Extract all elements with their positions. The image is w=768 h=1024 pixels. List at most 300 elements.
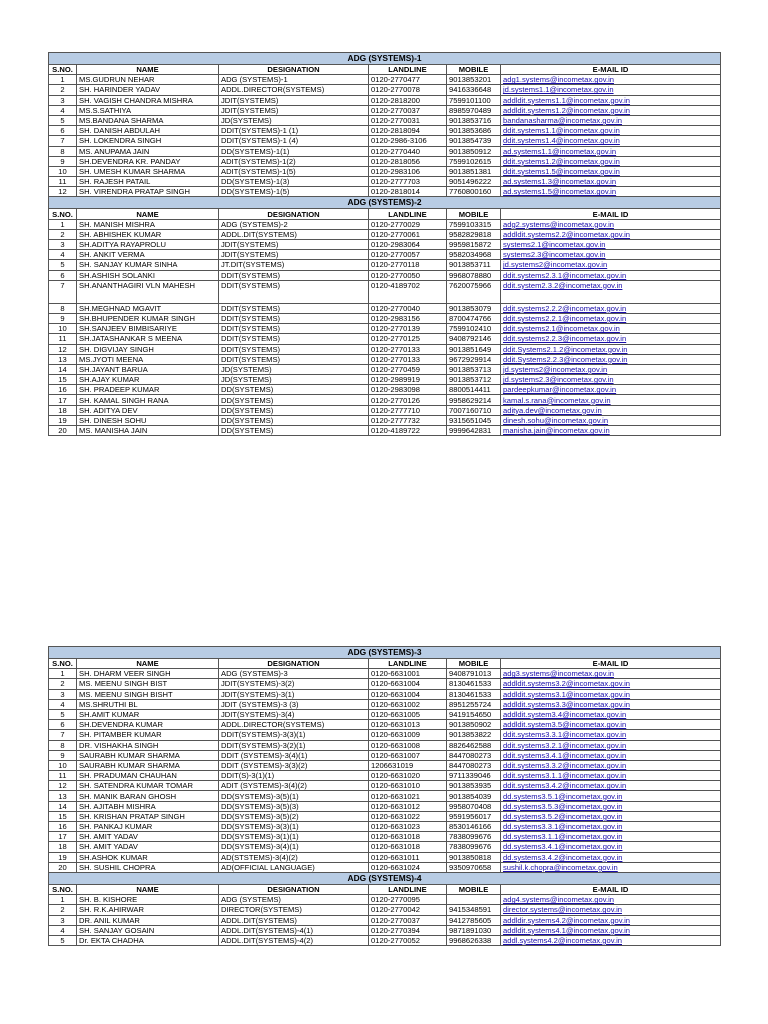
table-row bbox=[49, 85, 721, 95]
mobile: 8447080273 bbox=[447, 760, 501, 770]
serial-number: 11 bbox=[49, 334, 77, 344]
mobile: 9408792146 bbox=[447, 334, 501, 344]
serial-number: 5 bbox=[49, 935, 77, 945]
contact-table-top bbox=[48, 52, 721, 436]
email-link[interactable]: dd.systems3.1.1@incometax.gov.in bbox=[501, 832, 721, 842]
email-link[interactable]: addldit.system3.5@incometax.gov.in bbox=[501, 720, 721, 730]
mobile: 8130461533 bbox=[447, 689, 501, 699]
landline: 0120-2770042 bbox=[369, 905, 447, 915]
email-link[interactable]: ddit.system2.3.2@incometax.gov.in bbox=[501, 280, 721, 303]
mobile: 9416336648 bbox=[447, 85, 501, 95]
person-name: MS. ANUPAMA JAIN bbox=[77, 146, 219, 156]
landline: 0120-6631010 bbox=[369, 781, 447, 791]
mobile: 9013853686 bbox=[447, 126, 501, 136]
column-header: NAME bbox=[77, 65, 219, 75]
mobile: 9013853079 bbox=[447, 303, 501, 313]
table-row bbox=[49, 166, 721, 176]
serial-number: 14 bbox=[49, 364, 77, 374]
serial-number: 20 bbox=[49, 862, 77, 872]
email-link[interactable]: aditya.dev@incometax.gov.in bbox=[501, 405, 721, 415]
person-name: SH. KRISHAN PRATAP SINGH bbox=[77, 811, 219, 821]
serial-number: 4 bbox=[49, 105, 77, 115]
table-row bbox=[49, 344, 721, 354]
section-title: ADG (SYSTEMS)-2 bbox=[49, 197, 721, 209]
section-title: ADG (SYSTEMS)-1 bbox=[49, 53, 721, 65]
landline: 0120-4189702 bbox=[369, 280, 447, 303]
column-header: NAME bbox=[77, 659, 219, 669]
email-link[interactable]: ddit.Systems2.2.3@incometax.gov.in bbox=[501, 354, 721, 364]
column-header: DESIGNATION bbox=[219, 65, 369, 75]
table-row bbox=[49, 895, 721, 905]
serial-number: 17 bbox=[49, 832, 77, 842]
email-link[interactable]: jd.systems1.1@incometax.gov.in bbox=[501, 85, 721, 95]
designation: JDIT(SYSTEMS) bbox=[219, 95, 369, 105]
designation: JDIT (SYSTEMS)-3 (3) bbox=[219, 699, 369, 709]
person-name: SAURABH KUMAR SHARMA bbox=[77, 760, 219, 770]
person-name: SH. SATENDRA KUMAR TOMAR bbox=[77, 781, 219, 791]
landline: 0120-6631007 bbox=[369, 750, 447, 760]
email-link[interactable]: addldit.systems3.2@incometax.gov.in bbox=[501, 679, 721, 689]
designation: ADDL.DIT(SYSTEMS) bbox=[219, 915, 369, 925]
mobile: 9959815872 bbox=[447, 240, 501, 250]
mobile: 9315651045 bbox=[447, 415, 501, 425]
serial-number: 18 bbox=[49, 405, 77, 415]
serial-number: 15 bbox=[49, 811, 77, 821]
email-link[interactable]: ddit.systems2.1@incometax.gov.in bbox=[501, 324, 721, 334]
mobile: 8985970489 bbox=[447, 105, 501, 115]
landline: 0120-2770477 bbox=[369, 75, 447, 85]
landline: 0120-2770031 bbox=[369, 115, 447, 125]
designation: DD(SYSTEMS)-3(4)(1) bbox=[219, 842, 369, 852]
serial-number: 1 bbox=[49, 669, 77, 679]
landline: 0120-6631021 bbox=[369, 791, 447, 801]
serial-number: 15 bbox=[49, 375, 77, 385]
table-row bbox=[49, 229, 721, 239]
mobile: 8700474766 bbox=[447, 313, 501, 323]
designation: DDIT(SYSTEMS) bbox=[219, 334, 369, 344]
email-link[interactable]: ddit.systems2.2.2@incometax.gov.in bbox=[501, 303, 721, 313]
mobile: 7599102615 bbox=[447, 156, 501, 166]
serial-number: 7 bbox=[49, 730, 77, 740]
mobile: 9013850902 bbox=[447, 720, 501, 730]
serial-number: 6 bbox=[49, 270, 77, 280]
landline: 0120-2777710 bbox=[369, 405, 447, 415]
mobile: 9013853713 bbox=[447, 364, 501, 374]
person-name: SH. PRADEEP KUMAR bbox=[77, 385, 219, 395]
mobile: 9591956017 bbox=[447, 811, 501, 821]
email-link[interactable]: dd.systems3.5.2@incometax.gov.in bbox=[501, 811, 721, 821]
designation: DDIT(SYSTEMS)-3(3)(1) bbox=[219, 730, 369, 740]
designation: DDIT(S)-3(1)(1) bbox=[219, 771, 369, 781]
serial-number: 3 bbox=[49, 915, 77, 925]
table-row bbox=[49, 935, 721, 945]
mobile: 9051496222 bbox=[447, 177, 501, 187]
designation: DD(SYSTEMS) bbox=[219, 395, 369, 405]
table-row bbox=[49, 156, 721, 166]
person-name: SH. DINESH SOHU bbox=[77, 415, 219, 425]
column-header: MOBILE bbox=[447, 65, 501, 75]
email-link[interactable]: systems2.3@incometax.gov.in bbox=[501, 250, 721, 260]
mobile: 9013853935 bbox=[447, 781, 501, 791]
section-title: ADG (SYSTEMS)-3 bbox=[49, 647, 721, 659]
landline: 0120-6631001 bbox=[369, 669, 447, 679]
designation: DD(SYSTEMS) bbox=[219, 415, 369, 425]
email-link[interactable]: ddit.systems3.3.2@incometax.gov.in bbox=[501, 760, 721, 770]
person-name: SH.SANJEEV BIMBISARIYE bbox=[77, 324, 219, 334]
serial-number: 6 bbox=[49, 126, 77, 136]
mobile: 9711339046 bbox=[447, 771, 501, 781]
landline: 0120-2818056 bbox=[369, 156, 447, 166]
mobile: 8826462588 bbox=[447, 740, 501, 750]
designation: DD(SYSTEMS) bbox=[219, 385, 369, 395]
email-link[interactable]: manisha.jain@incometax.gov.in bbox=[501, 426, 721, 436]
person-name: SH. HARINDER YADAV bbox=[77, 85, 219, 95]
designation: ADDL.DIT(SYSTEMS) bbox=[219, 229, 369, 239]
landline: 0120-6631005 bbox=[369, 709, 447, 719]
table-row bbox=[49, 364, 721, 374]
email-link[interactable]: ddit.systems3.1.1@incometax.gov.in bbox=[501, 771, 721, 781]
email-link[interactable]: ddit.systems3.2.1@incometax.gov.in bbox=[501, 740, 721, 750]
column-header: NAME bbox=[77, 884, 219, 894]
email-link[interactable]: dinesh.sohu@incometax.gov.in bbox=[501, 415, 721, 425]
table-row bbox=[49, 354, 721, 364]
person-name: SH.ASHISH SOLANKI bbox=[77, 270, 219, 280]
serial-number: 4 bbox=[49, 250, 77, 260]
table-row bbox=[49, 791, 721, 801]
email-link[interactable]: ddit.systems3.4.1@incometax.gov.in bbox=[501, 750, 721, 760]
email-link[interactable]: addldit.systems1.1@incometax.gov.in bbox=[501, 95, 721, 105]
mobile: 7599102410 bbox=[447, 324, 501, 334]
table-row bbox=[49, 303, 721, 313]
person-name: MS. MANISHA JAIN bbox=[77, 426, 219, 436]
email-link[interactable]: adg3.systems@incometax.gov.in bbox=[501, 669, 721, 679]
serial-number: 10 bbox=[49, 166, 77, 176]
email-link[interactable]: dd.systems3.4.1@incometax.gov.in bbox=[501, 842, 721, 852]
landline: 0120-2983064 bbox=[369, 240, 447, 250]
designation: DDIT(SYSTEMS) bbox=[219, 354, 369, 364]
column-header: LANDLINE bbox=[369, 659, 447, 669]
person-name: SH.AMIT KUMAR bbox=[77, 709, 219, 719]
person-name: SH. AMIT YADAV bbox=[77, 832, 219, 842]
table-row bbox=[49, 313, 721, 323]
designation: DIRECTOR(SYSTEMS) bbox=[219, 905, 369, 915]
email-link[interactable]: ad.systems1.5@incometax.gov.in bbox=[501, 187, 721, 197]
designation: DDIT(SYSTEMS) bbox=[219, 324, 369, 334]
mobile: 9968626338 bbox=[447, 935, 501, 945]
designation: ADDL.DIT(SYSTEMS)-4(1) bbox=[219, 925, 369, 935]
landline: 0120-6631018 bbox=[369, 832, 447, 842]
email-link[interactable]: systems2.1@incometax.gov.in bbox=[501, 240, 721, 250]
serial-number: 16 bbox=[49, 822, 77, 832]
column-header: LANDLINE bbox=[369, 884, 447, 894]
mobile: 7838099676 bbox=[447, 832, 501, 842]
designation: JD(SYSTEMS) bbox=[219, 375, 369, 385]
email-link[interactable]: jd.systems2.3@incometax.gov.in bbox=[501, 375, 721, 385]
person-name: MS.S.SATHIYA bbox=[77, 105, 219, 115]
person-name: SH.JAYANT BARUA bbox=[77, 364, 219, 374]
serial-number: 19 bbox=[49, 852, 77, 862]
mobile: 8530146166 bbox=[447, 822, 501, 832]
email-link[interactable]: kamal.s.rana@incometax.gov.in bbox=[501, 395, 721, 405]
serial-number: 5 bbox=[49, 260, 77, 270]
landline: 0120-6631009 bbox=[369, 730, 447, 740]
table-row bbox=[49, 811, 721, 821]
designation: DD(SYSTEMS)-3(5)(2) bbox=[219, 811, 369, 821]
landline: 0120-2770040 bbox=[369, 303, 447, 313]
serial-number: 2 bbox=[49, 679, 77, 689]
mobile: 9968078880 bbox=[447, 270, 501, 280]
email-link[interactable]: addldit.systems3.3@incometax.gov.in bbox=[501, 699, 721, 709]
column-header: DESIGNATION bbox=[219, 659, 369, 669]
landline: 0120-6631022 bbox=[369, 811, 447, 821]
email-link[interactable]: ddit.systems2.2.1@incometax.gov.in bbox=[501, 313, 721, 323]
person-name: SH.AJAY KUMAR bbox=[77, 375, 219, 385]
table-row bbox=[49, 146, 721, 156]
person-name: SH.ADITYA RAYAPROLU bbox=[77, 240, 219, 250]
table-row bbox=[49, 915, 721, 925]
email-link[interactable]: addldit.systems4.1@incometax.gov.in bbox=[501, 925, 721, 935]
table-row bbox=[49, 187, 721, 197]
column-header: E-MAIL ID bbox=[501, 209, 721, 219]
table-row bbox=[49, 781, 721, 791]
serial-number: 8 bbox=[49, 146, 77, 156]
designation: DD(SYSTEMS)-3(5)(3) bbox=[219, 801, 369, 811]
designation: DDIT (SYSTEMS)-3(4)(1) bbox=[219, 750, 369, 760]
mobile: 7620075966 bbox=[447, 280, 501, 303]
email-link[interactable]: ddit.systems3.3.1@incometax.gov.in bbox=[501, 730, 721, 740]
table-row bbox=[49, 760, 721, 770]
serial-number: 5 bbox=[49, 115, 77, 125]
email-link[interactable]: ddit.systems1.5@incometax.gov.in bbox=[501, 166, 721, 176]
designation: ADG (SYSTEMS) bbox=[219, 895, 369, 905]
person-name: SH. MANIK BARAN GHOSH bbox=[77, 791, 219, 801]
designation: AD(OFFICIAL LANGUAGE) bbox=[219, 862, 369, 872]
mobile: 8951255724 bbox=[447, 699, 501, 709]
person-name: SH. DIGVIJAY SINGH bbox=[77, 344, 219, 354]
landline: 0120-2777732 bbox=[369, 415, 447, 425]
person-name: SH. RAJESH PATAIL bbox=[77, 177, 219, 187]
designation: ADG (SYSTEMS)-2 bbox=[219, 219, 369, 229]
mobile: 9350970658 bbox=[447, 862, 501, 872]
table-row bbox=[49, 730, 721, 740]
person-name: Dr. EKTA CHADHA bbox=[77, 935, 219, 945]
person-name: SH. DHARM VEER SINGH bbox=[77, 669, 219, 679]
email-link[interactable]: addldit.systems3.1@incometax.gov.in bbox=[501, 689, 721, 699]
email-link[interactable]: jd.systems2@incometax.gov.in bbox=[501, 260, 721, 270]
table-row bbox=[49, 771, 721, 781]
person-name: SH.BHUPENDER KUMAR SINGH bbox=[77, 313, 219, 323]
person-name: SH.MEGHNAD MGAVIT bbox=[77, 303, 219, 313]
person-name: SH. AJITABH MISHRA bbox=[77, 801, 219, 811]
mobile: 8130461533 bbox=[447, 679, 501, 689]
email-link[interactable]: pardeepkumar@incometax.gov.in bbox=[501, 385, 721, 395]
person-name: MS.GUDRUN NEHAR bbox=[77, 75, 219, 85]
person-name: SH. SANJAY GOSAIN bbox=[77, 925, 219, 935]
person-name: SH. ANKIT VERMA bbox=[77, 250, 219, 260]
landline: 0120-6631002 bbox=[369, 699, 447, 709]
designation: JDIT(SYSTEMS) bbox=[219, 240, 369, 250]
table-row bbox=[49, 250, 721, 260]
landline: 0120-2770133 bbox=[369, 344, 447, 354]
landline: 0120-2989919 bbox=[369, 375, 447, 385]
mobile: 9419154650 bbox=[447, 709, 501, 719]
column-header: S.NO. bbox=[49, 659, 77, 669]
serial-number: 9 bbox=[49, 313, 77, 323]
email-link[interactable]: dd.systems3.4.2@incometax.gov.in bbox=[501, 852, 721, 862]
email-link[interactable]: addl.systems4.2@incometax.gov.in bbox=[501, 935, 721, 945]
email-link[interactable]: ddit.systems2.2.3@incometax.gov.in bbox=[501, 334, 721, 344]
table-row bbox=[49, 852, 721, 862]
table-row bbox=[49, 240, 721, 250]
landline: 0120-2770052 bbox=[369, 935, 447, 945]
person-name: SH.ANANTHAGIRI VLN MAHESH bbox=[77, 280, 219, 303]
landline: 0120-2770037 bbox=[369, 105, 447, 115]
mobile: 9013853201 bbox=[447, 75, 501, 85]
person-name: SH.JATASHANKAR S MEENA bbox=[77, 334, 219, 344]
designation: ADDL.DIRECTOR(SYSTEMS) bbox=[219, 720, 369, 730]
mobile: 9958070408 bbox=[447, 801, 501, 811]
table-row bbox=[49, 219, 721, 229]
email-link[interactable]: dd.systems3.5.3@incometax.gov.in bbox=[501, 801, 721, 811]
email-link[interactable]: adg2.systems@incometax.gov.in bbox=[501, 219, 721, 229]
serial-number: 12 bbox=[49, 781, 77, 791]
table-row bbox=[49, 324, 721, 334]
mobile: 7838099676 bbox=[447, 842, 501, 852]
mobile: 9013851649 bbox=[447, 344, 501, 354]
designation: JDIT(SYSTEMS) bbox=[219, 105, 369, 115]
serial-number: 13 bbox=[49, 791, 77, 801]
table-row bbox=[49, 385, 721, 395]
designation: ADDL.DIRECTOR(SYSTEMS) bbox=[219, 85, 369, 95]
designation: JT.DIT(SYSTEMS) bbox=[219, 260, 369, 270]
person-name: SH. UMESH KUMAR SHARMA bbox=[77, 166, 219, 176]
table-row bbox=[49, 832, 721, 842]
designation: DDIT(SYSTEMS) bbox=[219, 280, 369, 303]
table-row bbox=[49, 95, 721, 105]
person-name: SH.ASHOK KUMAR bbox=[77, 852, 219, 862]
table-row bbox=[49, 395, 721, 405]
email-link[interactable]: addldit.system3.4@incometax.gov.in bbox=[501, 709, 721, 719]
email-link[interactable]: dd.systems3.3.1@incometax.gov.in bbox=[501, 822, 721, 832]
serial-number: 12 bbox=[49, 344, 77, 354]
serial-number: 3 bbox=[49, 95, 77, 105]
person-name: SH. LOKENDRA SINGH bbox=[77, 136, 219, 146]
mobile: 9013853711 bbox=[447, 260, 501, 270]
serial-number: 18 bbox=[49, 842, 77, 852]
landline: 0120-2770126 bbox=[369, 395, 447, 405]
email-link[interactable]: ddit.systems1.4@incometax.gov.in bbox=[501, 136, 721, 146]
person-name: SH. KAMAL SINGH RANA bbox=[77, 395, 219, 405]
landline: 0120-6631008 bbox=[369, 740, 447, 750]
serial-number: 10 bbox=[49, 324, 77, 334]
email-link[interactable]: adg4.systems@incometax.gov.in bbox=[501, 895, 721, 905]
email-link[interactable]: ddit.Systems2.1.2@incometax.gov.in bbox=[501, 344, 721, 354]
person-name: SH. VIRENDRA PRATAP SINGH bbox=[77, 187, 219, 197]
designation: DD(SYSTEMS)-3(3)(1) bbox=[219, 822, 369, 832]
table-row bbox=[49, 260, 721, 270]
landline: 0120-2770133 bbox=[369, 354, 447, 364]
person-name: SH. PITAMBER KUMAR bbox=[77, 730, 219, 740]
email-link[interactable]: ddit.systems2.3.1@incometax.gov.in bbox=[501, 270, 721, 280]
email-link[interactable]: dd.systems3.5.1@incometax.gov.in bbox=[501, 791, 721, 801]
landline: 0120-2770078 bbox=[369, 85, 447, 95]
email-link[interactable]: ad.systems1.3@incometax.gov.in bbox=[501, 177, 721, 187]
person-name: SH. B. KISHORE bbox=[77, 895, 219, 905]
landline: 0120-6631004 bbox=[369, 689, 447, 699]
serial-number: 2 bbox=[49, 905, 77, 915]
landline: 0120-2770394 bbox=[369, 925, 447, 935]
mobile: 9013853822 bbox=[447, 730, 501, 740]
table-row bbox=[49, 136, 721, 146]
landline: 0120-2983106 bbox=[369, 166, 447, 176]
email-link[interactable]: ddit.systems1.1@incometax.gov.in bbox=[501, 126, 721, 136]
landline: 0120-6631012 bbox=[369, 801, 447, 811]
table-row bbox=[49, 925, 721, 935]
email-link[interactable]: director.systems@incometax.gov.in bbox=[501, 905, 721, 915]
email-link[interactable]: ddit.systems1.2@incometax.gov.in bbox=[501, 156, 721, 166]
email-link[interactable]: ddit.systems3.4.2@incometax.gov.in bbox=[501, 781, 721, 791]
serial-number: 20 bbox=[49, 426, 77, 436]
mobile: 9013854039 bbox=[447, 791, 501, 801]
landline: 0120-2983098 bbox=[369, 385, 447, 395]
email-link[interactable]: adg1.systems@incometax.gov.in bbox=[501, 75, 721, 85]
mobile: 9013853716 bbox=[447, 115, 501, 125]
person-name: DR. ANIL KUMAR bbox=[77, 915, 219, 925]
landline: 0120-2770125 bbox=[369, 334, 447, 344]
landline: 0120-6631004 bbox=[369, 679, 447, 689]
landline: 0120-2770037 bbox=[369, 915, 447, 925]
table-row bbox=[49, 905, 721, 915]
table-row bbox=[49, 689, 721, 699]
email-link[interactable]: addldit.systems1.2@incometax.gov.in bbox=[501, 105, 721, 115]
serial-number: 2 bbox=[49, 85, 77, 95]
landline: 0120-2770139 bbox=[369, 324, 447, 334]
designation: JD(SYSTEMS) bbox=[219, 364, 369, 374]
serial-number: 13 bbox=[49, 354, 77, 364]
person-name: SH. SANJAY KUMAR SINHA bbox=[77, 260, 219, 270]
mobile: 7007160710 bbox=[447, 405, 501, 415]
designation: DD(SYSTEMS)-1(3) bbox=[219, 177, 369, 187]
serial-number: 17 bbox=[49, 395, 77, 405]
table-row bbox=[49, 709, 721, 719]
mobile: 9582034968 bbox=[447, 250, 501, 260]
mobile: 7599103315 bbox=[447, 219, 501, 229]
landline: 1206631019 bbox=[369, 760, 447, 770]
table-row bbox=[49, 270, 721, 280]
person-name: DR. VISHAKHA SINGH bbox=[77, 740, 219, 750]
person-name: MS. MEENU SINGH BIST bbox=[77, 679, 219, 689]
email-link[interactable]: sushil.k.chopra@incometax.gov.in bbox=[501, 862, 721, 872]
designation: ADG (SYSTEMS)-3 bbox=[219, 669, 369, 679]
serial-number: 8 bbox=[49, 740, 77, 750]
mobile: 9958629214 bbox=[447, 395, 501, 405]
email-link[interactable]: addldit.systems2.2@incometax.gov.in bbox=[501, 229, 721, 239]
serial-number: 4 bbox=[49, 925, 77, 935]
landline: 0120-2770029 bbox=[369, 219, 447, 229]
table-row bbox=[49, 822, 721, 832]
table-row bbox=[49, 334, 721, 344]
mobile: 7599101100 bbox=[447, 95, 501, 105]
email-link[interactable]: ad.systems1.1@incometax.gov.in bbox=[501, 146, 721, 156]
email-link[interactable]: jd.systems2@incometax.gov.in bbox=[501, 364, 721, 374]
table-row bbox=[49, 842, 721, 852]
table-row bbox=[49, 699, 721, 709]
email-link[interactable]: bandanasharma@incometax.gov.in bbox=[501, 115, 721, 125]
person-name: SH. ABHISHEK KUMAR bbox=[77, 229, 219, 239]
landline: 0120-6631024 bbox=[369, 862, 447, 872]
table-row bbox=[49, 115, 721, 125]
email-link[interactable]: addldir.systems4.2@incometax.gov.in bbox=[501, 915, 721, 925]
